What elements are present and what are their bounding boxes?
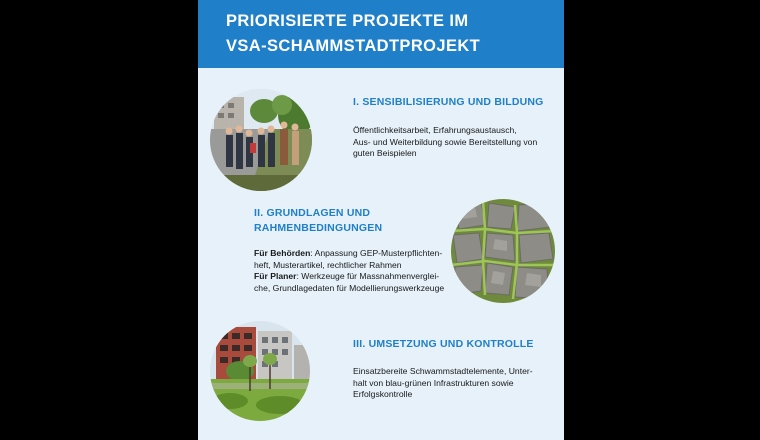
green-courtyard-buildings-photo: [210, 321, 310, 421]
section-2-title-line-1: II. GRUNDLAGEN UND: [254, 207, 371, 219]
section-1-body-line-3: guten Beispielen: [353, 148, 417, 158]
section-2-body-line-1: [254, 248, 442, 260]
behoerden-label: Für Behörden: [254, 248, 311, 258]
section-2-body-line-3: [254, 271, 439, 283]
paving-stones-with-grass-photo: [451, 199, 555, 303]
section-1-body-line-1: Öffentlichkeitsarbeit, Erfahrungsaustausch,: [353, 125, 517, 135]
section-3-body-line-1: Einsatzbereite Schwammstadtelemente, Unter-: [353, 366, 533, 376]
section-3-body-line-3: Erfolgskontrolle: [353, 389, 413, 399]
section-1-title: I. SENSIBILISIERUNG UND BILDUNG: [353, 96, 544, 108]
group-of-people-on-street-photo: [210, 89, 312, 191]
section-2-body-line-4: che, Grundlagedaten für Modellierungswerkzeuge: [254, 282, 445, 293]
page-title-line-1: PRIORISIERTE PROJEKTE IM: [226, 12, 469, 30]
section-2-body-line-2: heft, Musterartikel, rechtlicher Rahmen: [254, 259, 402, 270]
section-3-title: III. UMSETZUNG UND KONTROLLE: [353, 338, 534, 350]
page-title-line-2: VSA-SCHAMMSTADTPROJEKT: [226, 37, 481, 55]
behoerden-text-1: : Anpassung GEP-Musterpflichten-: [310, 248, 443, 258]
infographic-panel: [198, 0, 564, 440]
planer-text-1: : Werkzeuge für Massnahmenverglei-: [296, 271, 440, 281]
header-banner: [198, 0, 564, 68]
section-3-body-line-2: halt von blau-grünen Infrastrukturen sowie: [353, 377, 514, 388]
section-1-body-line-2: Aus- und Weiterbildung sowie Bereitstellung von: [353, 136, 538, 147]
planer-label: Für Planer: [254, 271, 297, 281]
section-2-title-line-2: RAHMENBEDINGUNGEN: [254, 222, 383, 234]
